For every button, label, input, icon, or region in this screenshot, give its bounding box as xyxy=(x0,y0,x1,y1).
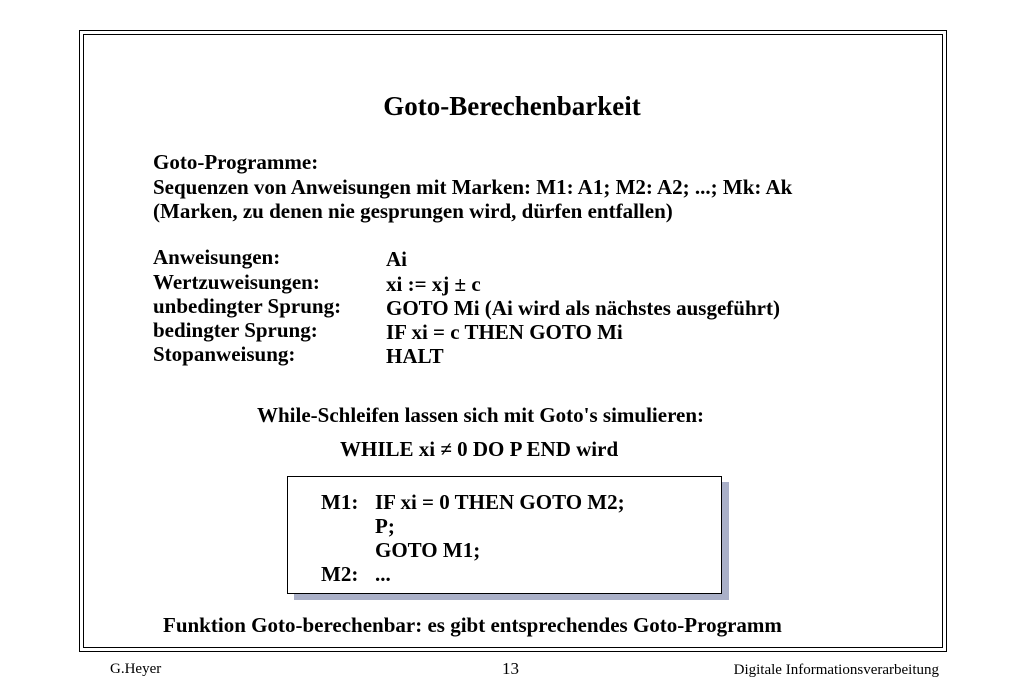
statement-label: Wertzuweisungen: xyxy=(153,270,320,294)
code-label: M1: xyxy=(321,490,359,514)
code-line: ... xyxy=(375,562,391,586)
while-note: While-Schleifen lassen sich mit Goto's simulieren: xyxy=(257,403,705,427)
footer-course: Digitale Informationsverarbeitung xyxy=(733,662,939,678)
statement-value: IF xi = c THEN GOTO Mi xyxy=(386,320,623,344)
code-line: GOTO M1; xyxy=(375,538,481,562)
statement-label: Stopanweisung: xyxy=(153,342,296,366)
statement-label: Anweisungen: xyxy=(153,245,281,269)
code-label: M2: xyxy=(321,562,359,586)
while-expression: WHILE xi ≠ 0 DO P END wird xyxy=(340,437,619,461)
statement-value: GOTO Mi (Ai wird als nächstes ausgeführt) xyxy=(386,296,780,320)
intro-line-1: Goto-Programme: xyxy=(153,150,319,174)
intro-line-3: (Marken, zu denen nie gesprungen wird, dürfen entfallen) xyxy=(153,199,673,223)
statement-value: HALT xyxy=(386,344,444,368)
footer-page-number: 13 xyxy=(502,659,519,678)
code-line: P; xyxy=(375,514,395,538)
conclusion: Funktion Goto-berechenbar: es gibt entsprechendes Goto-Programm xyxy=(163,613,782,637)
statement-value: Ai xyxy=(386,247,407,271)
slide-title: Goto-Berechenbarkeit xyxy=(383,91,641,121)
footer-author: G.Heyer xyxy=(110,661,162,677)
statement-label: unbedingter Sprung: xyxy=(153,294,342,318)
statement-label: bedingter Sprung: xyxy=(153,318,318,342)
code-line: IF xi = 0 THEN GOTO M2; xyxy=(375,490,625,514)
statement-value: xi := xj ± c xyxy=(386,272,481,296)
intro-line-2: Sequenzen von Anweisungen mit Marken: M1: A1; M2: A2; ...; Mk: Ak xyxy=(153,175,793,199)
